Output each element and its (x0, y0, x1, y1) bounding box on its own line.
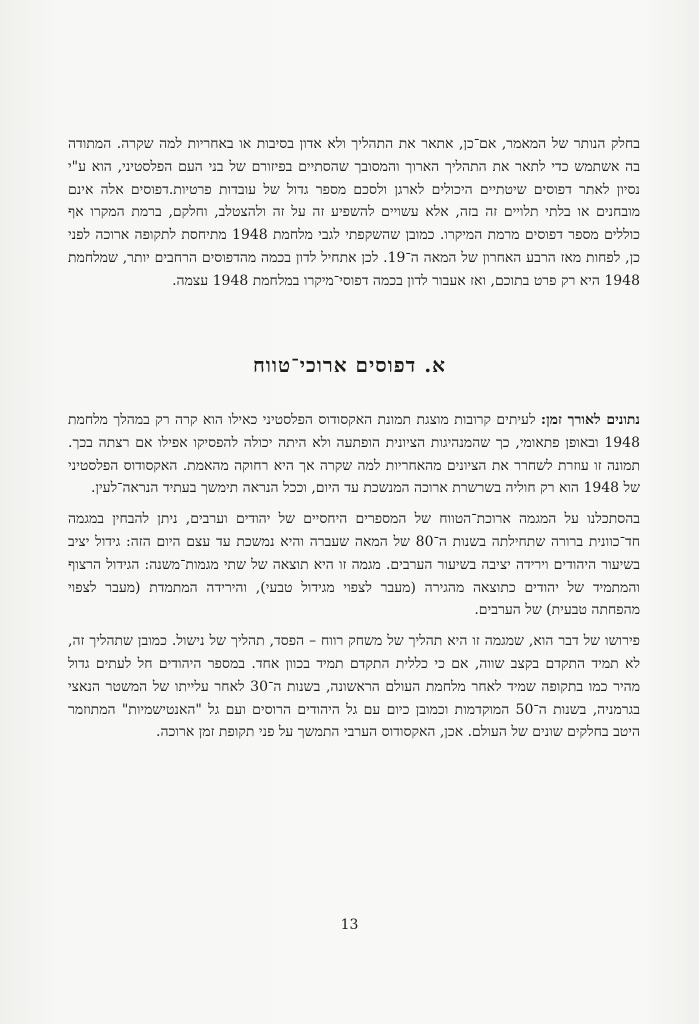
paragraph-lead: נתונים לאורך זמן: (540, 412, 640, 428)
intro-paragraph: בחלק הנותר של המאמר, אם־כן, אתאר את התהליך ולא אדון בסיבות או באחריות למה שקרה. המתודה בה אשתמש כדי לתאר את התהליך הארוך והמסובך שהסתיים בפיזורם של בני העם הפלסטיני, הוא ע"י נסיון לאתר דפוסים שיטתיים היכולים לארגן ולסכם מספר גדול של עובדות פרטיות.דפוסים אלה אינם מובחנים או בלתי תלויים זה בזה, אלא עשויים להשפיע זה על זה ולהצטלב, וחלקם, ברמת המקרו אף כוללים מספר דפוסים מרמת המיקרו. כמובן שהשקפתי לגבי מלחמת 1948 מתיחסת לתקופה ארוכה לפני כן, לפחות מאז הרבע האחרון של המאה ה־19. לכן אתחיל לדון בכמה מהדפוסים הרחבים יותר, שמלחמת 1948 היא רק פרט בתוכם, ואז אעבור לדון בכמה דפוסי־מיקרו במלחמת 1948 עצמה. (68, 136, 641, 289)
section-body (68, 409, 640, 744)
page-number: 13 (340, 917, 359, 933)
intro-section (68, 133, 640, 293)
body-paragraph-2: בהסתכלנו על המגמה ארוכת־הטווח של המספרים היחסיים של יהודים וערבים, ניתן להבחין במגמה חד־כוונית ברורה שתחילתה בשנות ה־80 של המאה שעברה והיא נמשכת עד עצם היום הזה: גידול יציב בשיעור היהודים וירידה יציבה בשיעור הערבים. מגמה זו היא תוצאה של שתי מגמות־משנה: הגידול הרצוף והמתמיד של יהודים כתוצאה מהגירה (מעבר לצפוי מגידול טבעי), והירידה המתמדת (מעבר לצפוי מהפחתה טבעית) של הערבים. (68, 511, 640, 619)
paragraph-1-text: לעיתים קרובות מוצגת תמונת האקסודוס הפלסטיני כאילו הוא קרה רק במהלך מלחמת 1948 ובאופן פתאומי, כך שהמנהיגות הציונית הופתעה ולא היתה יכולה להפסיקו אפילו אם רצתה בכך. תמונה זו עוזרת לשחרר את הציונים מהאחריות למה שקרה אך היא רחוקה מהאמת. האקסודוס הפלסטיני של 1948 הוא רק חוליה בשרשרת ארוכה המנשכת עד היום, וככל הנראה תימשך בעתיד הנראה־לעין. (68, 412, 640, 497)
body-paragraph-3: פירושו של דבר הוא, שמגמה זו היא תהליך של משחק רווח – הפסד, תהליך של נישול. כמובן שתהליך זה, לא תמיד התקדם בקצב שווה, אם כי כללית התקדם תמיד בכוון אחד. במספר היהודים חל לעתים גדול מהיר כמו בתקופה שמיד לאחר מלחמת העולם הראשונה, בשנות ה־30 לאחר עלייתו של המשטר הנאצי בגרמניה, בשנות ה־50 המוקדמות וכמובן כיום עם גל היהודים הרוסים ועם גל "האנטישמיות" המתוזמר היטב בחלקים שונים של העולם. אכן, האקסודוס הערבי התמשך על פני תקופת זמן ארוכה. (68, 633, 640, 741)
body-paragraph-1 (68, 409, 640, 500)
section-heading: א. דפוסים ארוכי־טווח (252, 353, 447, 377)
